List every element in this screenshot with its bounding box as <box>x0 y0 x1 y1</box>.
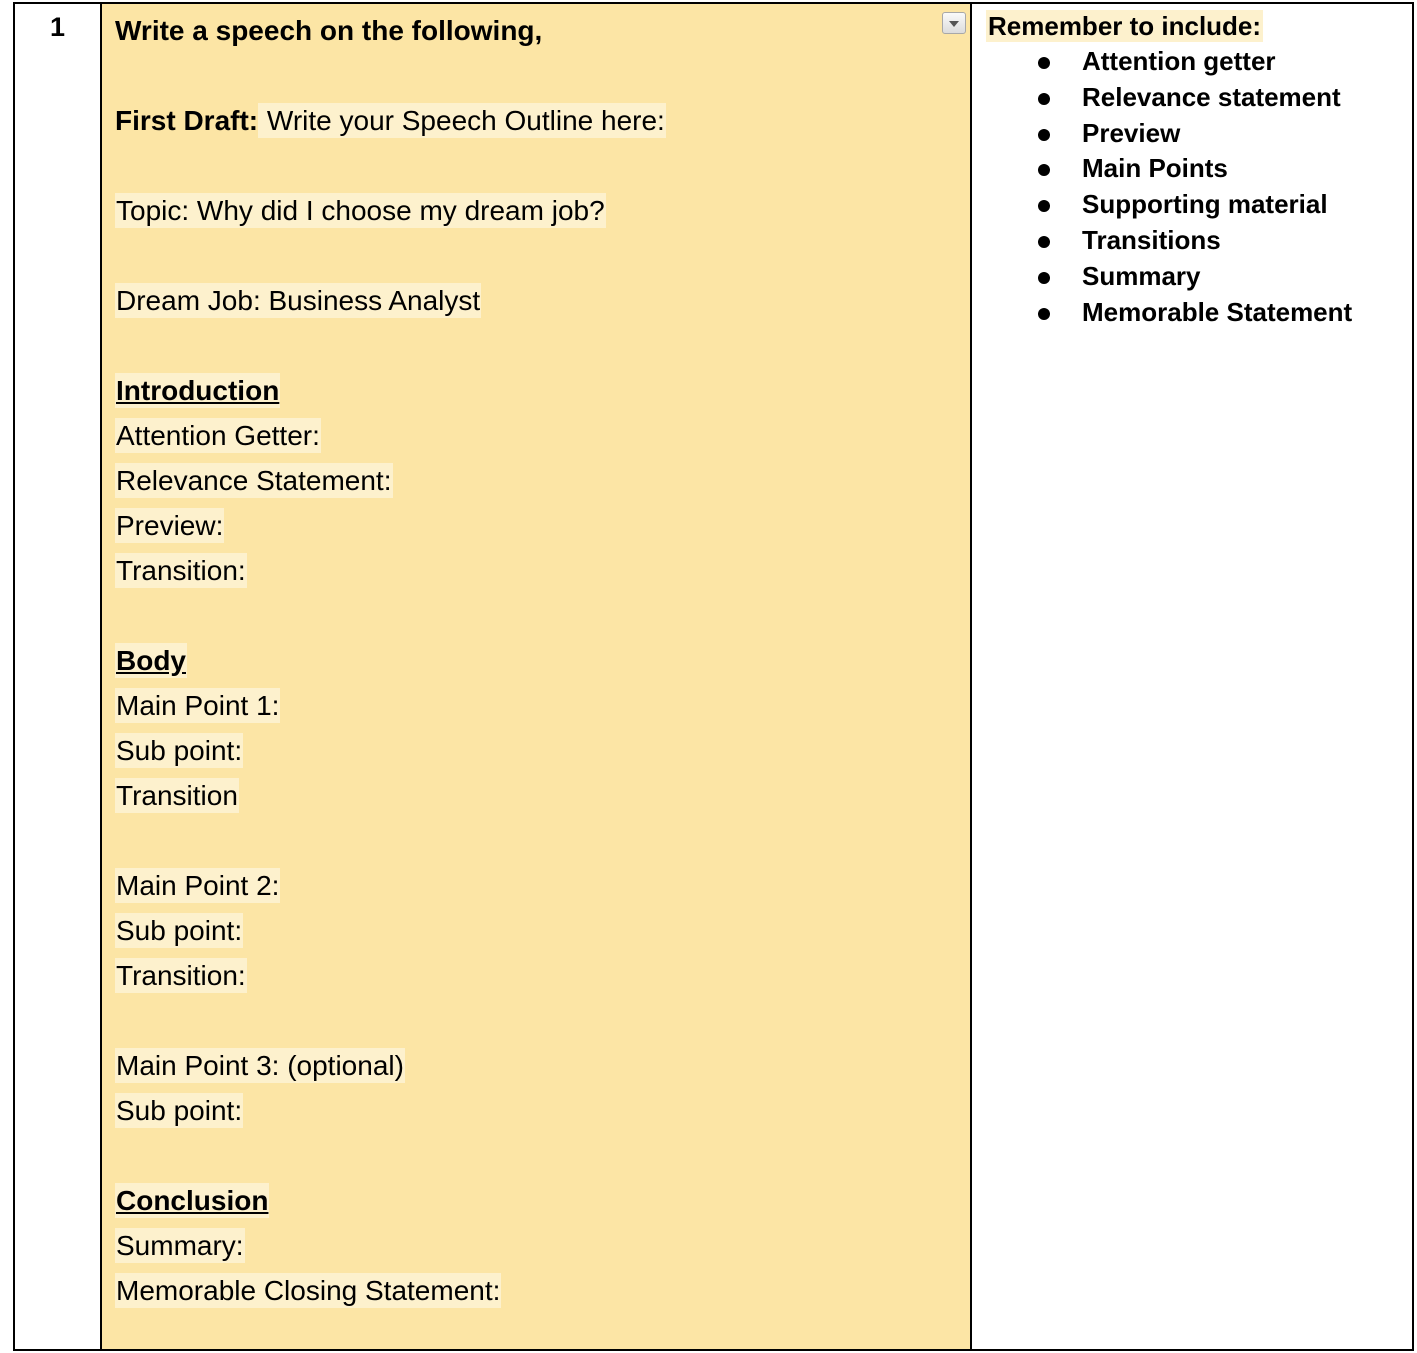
bullet-icon <box>1038 129 1050 141</box>
main-point-1[interactable]: Main Point 1: <box>116 690 280 721</box>
bullet-icon <box>1038 93 1050 105</box>
list-item: Relevance statement <box>1034 80 1412 116</box>
list-item: Memorable Statement <box>1034 295 1412 331</box>
topic-line[interactable]: Topic: Why did I choose my dream job? <box>116 195 605 226</box>
conclusion-heading: Conclusion <box>116 1185 269 1216</box>
main-point-1-transition[interactable]: Transition <box>116 780 238 811</box>
main-point-2-sub-point[interactable]: Sub point: <box>116 915 243 946</box>
row-number-cell <box>15 4 102 1349</box>
intro-relevance-statement[interactable]: Relevance Statement: <box>116 465 392 496</box>
main-point-2-transition[interactable]: Transition: <box>116 960 246 991</box>
bullet-icon <box>1038 308 1050 320</box>
row-number: 1 <box>49 12 66 42</box>
main-point-2[interactable]: Main Point 2: <box>116 870 280 901</box>
bullet-icon <box>1038 200 1050 212</box>
intro-preview[interactable]: Preview: <box>116 510 224 541</box>
main-point-1-sub-point[interactable]: Sub point: <box>116 735 243 766</box>
list-item: Transitions <box>1034 223 1412 259</box>
main-point-3-sub-point[interactable]: Sub point: <box>116 1095 243 1126</box>
list-item: Preview <box>1034 116 1412 152</box>
intro-attention-getter[interactable]: Attention Getter: <box>116 420 320 451</box>
reminder-list <box>986 44 1412 330</box>
first-draft-label: First Draft: <box>115 105 259 136</box>
bullet-icon <box>1038 236 1050 248</box>
dream-job-line[interactable]: Dream Job: Business Analyst <box>116 285 481 316</box>
conclusion-summary[interactable]: Summary: <box>116 1230 244 1261</box>
bullet-icon <box>1038 272 1050 284</box>
first-draft-text: Write your Speech Outline here: <box>259 105 665 136</box>
first-draft-line <box>115 98 970 143</box>
list-item: Supporting material <box>1034 187 1412 223</box>
conclusion-closing-statement[interactable]: Memorable Closing Statement: <box>116 1275 501 1306</box>
list-item: Summary <box>1034 259 1412 295</box>
reminder-title: Remember to include: <box>988 11 1262 41</box>
main-point-3[interactable]: Main Point 3: (optional) <box>116 1050 404 1081</box>
bullet-icon <box>1038 164 1050 176</box>
speech-outline-cell[interactable] <box>102 4 972 1349</box>
body-heading: Body <box>116 645 186 676</box>
list-item: Main Points <box>1034 151 1412 187</box>
intro-transition[interactable]: Transition: <box>116 555 246 586</box>
cell-dropdown-icon[interactable] <box>942 12 966 34</box>
bullet-icon <box>1038 57 1050 69</box>
reminder-cell <box>972 4 1412 1349</box>
outline-table <box>13 2 1414 1351</box>
list-item: Attention getter <box>1034 44 1412 80</box>
assignment-heading: Write a speech on the following, <box>115 15 543 46</box>
introduction-heading: Introduction <box>116 375 280 406</box>
